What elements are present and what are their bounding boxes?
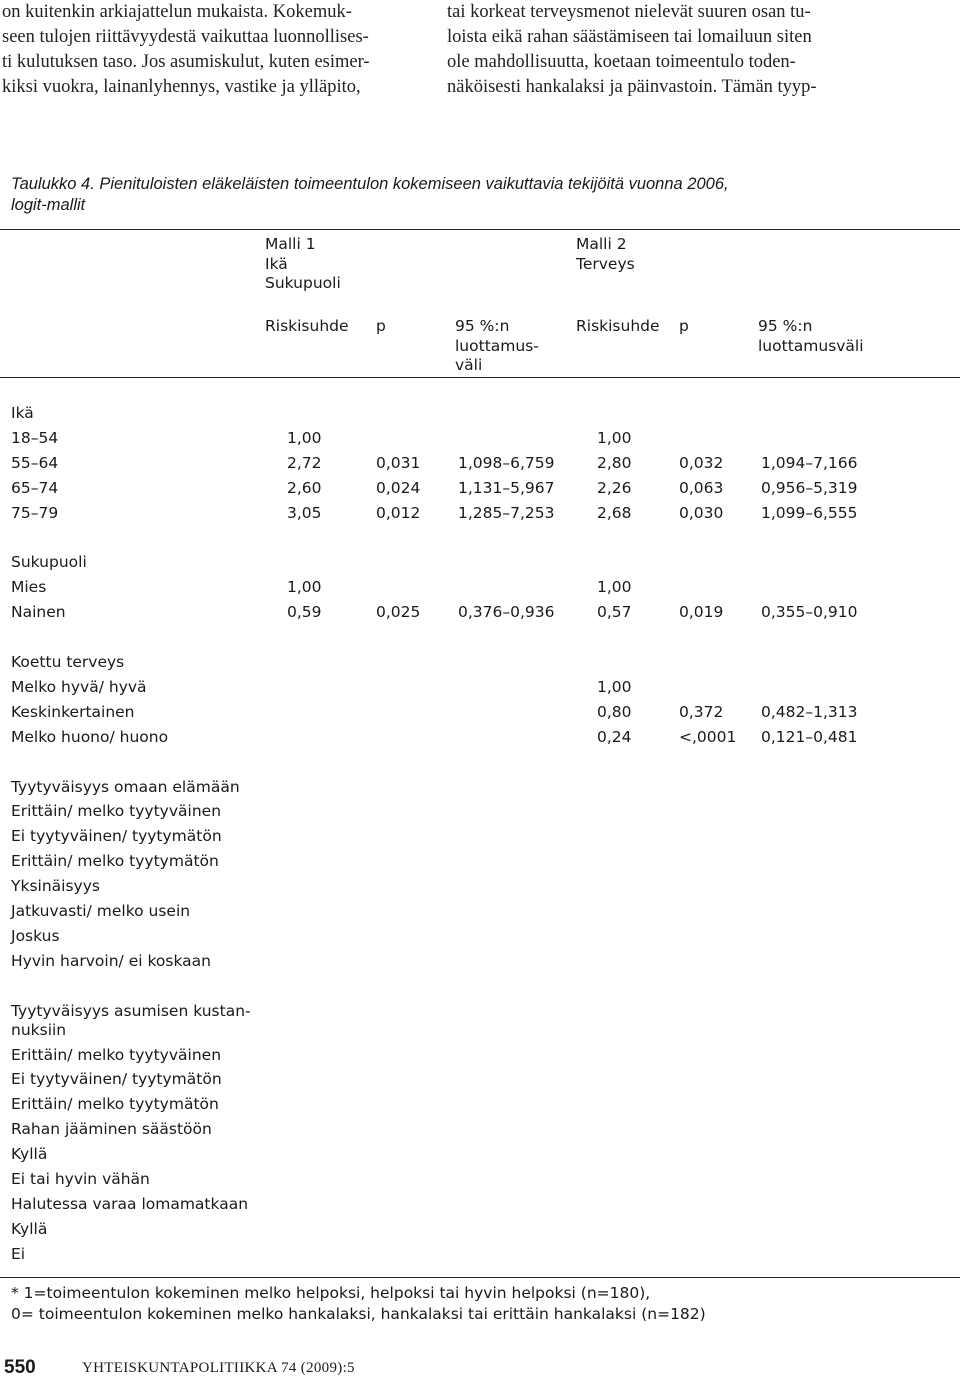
body-text-line: on kuitenkin arkiajattelun mukaista. Kokemuk- (2, 2, 352, 22)
row-label: Ei (11, 1244, 26, 1263)
body-text-line: kiksi vuokra, lainanlyhennys, vastike ja ylläpito, (2, 77, 361, 97)
cell-p-1: 0,025 (376, 603, 421, 622)
row-label: 18–54 (11, 428, 59, 447)
row-label: 55–64 (11, 453, 59, 472)
row-label: Tyytyväisyys omaan elämään (11, 777, 240, 796)
cell-ci-2: 0,121–0,481 (761, 727, 858, 746)
table-top-rule (0, 229, 960, 230)
cell-p-2: 0,063 (679, 478, 724, 497)
cell-p-1: 0,031 (376, 453, 421, 472)
model2-variable: Terveys (576, 254, 635, 273)
cell-riskisuhde-2: 2,80 (597, 453, 632, 472)
row-label: Halutessa varaa lomamatkaan (11, 1194, 249, 1213)
footnote-line: * 1=toimeentulon kokeminen melko helpoksi, helpoksi tai hyvin helpoksi (n=180), (11, 1284, 651, 1302)
header-ci-line: 95 %:n (455, 317, 510, 335)
row-label: 75–79 (11, 503, 59, 522)
cell-riskisuhde-1: 2,60 (287, 478, 322, 497)
cell-riskisuhde-2: 0,24 (597, 727, 632, 746)
row-label: Keskinkertainen (11, 702, 135, 721)
model2-title: Malli 2 (576, 235, 627, 253)
table-footnote (11, 1283, 706, 1325)
table-caption-line: logit-mallit (11, 196, 86, 214)
cell-riskisuhde-1: 2,72 (287, 453, 322, 472)
cell-riskisuhde-2: 1,00 (597, 428, 632, 447)
footnote-line: 0= toimeentulon kokeminen melko hankalaksi, hankalaksi tai erittäin hankalaksi (n=182) (11, 1305, 706, 1323)
header-p-2: p (679, 317, 689, 335)
row-label: Ikä (11, 404, 34, 422)
cell-riskisuhde-1: 1,00 (287, 578, 322, 597)
model1-variable: Sukupuoli (265, 274, 341, 292)
cell-riskisuhde-2: 2,26 (597, 478, 632, 497)
cell-riskisuhde-2: 2,68 (597, 503, 632, 522)
body-text-line: tai korkeat terveysmenot nielevät suuren osan tu- (447, 2, 811, 22)
row-label: Erittäin/ melko tyytyväinen (11, 1045, 222, 1064)
row-label: Koettu terveys (11, 653, 125, 671)
header-ci-line: väli (455, 356, 483, 374)
body-text-line: loista eikä rahan säästämiseen tai lomailuun siten (447, 27, 812, 47)
row-label: Mies (11, 578, 47, 597)
row-label: Jatkuvasti/ melko usein (11, 902, 191, 920)
table-caption-line: Taulukko 4. Pienituloisten eläkeläisten toimeentulon kokemiseen vaikuttavia tekijöitä vuonna 2006, (11, 175, 729, 193)
cell-riskisuhde-2: 0,80 (597, 702, 632, 721)
journal-name: YHTEISKUNTAPOLITIIKKA 74 (2009):5 (82, 1360, 355, 1376)
cell-riskisuhde-2: 0,57 (597, 603, 632, 622)
cell-p-2: 0,030 (679, 503, 724, 522)
cell-p-2: 0,019 (679, 603, 724, 622)
table-caption (11, 174, 951, 216)
cell-riskisuhde-2: 1,00 (597, 677, 632, 696)
body-text-line: ole mahdollisuutta, koetaan toimeentulo toden- (447, 52, 796, 72)
cell-riskisuhde-1: 0,59 (287, 603, 322, 622)
cell-p-1: 0,024 (376, 478, 421, 497)
cell-riskisuhde-1: 3,05 (287, 503, 322, 522)
body-text-line: seen tulojen riittävyydestä vaikuttaa luonnollises- (2, 27, 369, 47)
cell-ci-2: 0,956–5,319 (761, 478, 858, 497)
model1-variable: Ikä (265, 254, 288, 273)
row-label: Kyllä (11, 1145, 48, 1164)
row-label: Joskus (11, 926, 60, 945)
page-number: 550 (4, 1357, 36, 1378)
model1-title: Malli 1 (265, 235, 316, 253)
header-ci-line: luottamus- (455, 336, 539, 355)
body-text-left-column (2, 0, 402, 100)
row-label: Nainen (11, 603, 66, 622)
cell-riskisuhde-1: 1,00 (287, 428, 322, 447)
header-ci-line: luottamusväli (758, 336, 864, 355)
row-label: Yksinäisyys (11, 877, 100, 896)
cell-p-2: <,0001 (679, 727, 737, 746)
cell-p-2: 0,032 (679, 453, 724, 472)
row-label: Erittäin/ melko tyytymätön (11, 852, 219, 871)
table-bottom-rule (0, 1277, 960, 1278)
model1-heading (265, 235, 341, 294)
cell-ci-2: 0,355–0,910 (761, 603, 858, 622)
row-label: 65–74 (11, 478, 59, 497)
row-label: Erittäin/ melko tyytyväinen (11, 802, 222, 821)
header-ci-line: 95 %:n (758, 317, 813, 335)
row-label: Rahan jääminen säästöön (11, 1120, 212, 1139)
row-label: Erittäin/ melko tyytymätön (11, 1095, 219, 1114)
cell-ci-1: 1,131–5,967 (458, 478, 555, 497)
row-label: Ei tyytyväinen/ tyytymätön (11, 1070, 222, 1089)
header-riskisuhde-2: Riskisuhde (576, 317, 660, 335)
cell-p-2: 0,372 (679, 702, 724, 721)
cell-riskisuhde-2: 1,00 (597, 578, 632, 597)
header-p-1: p (376, 317, 386, 335)
row-label: Melko hyvä/ hyvä (11, 677, 147, 696)
table-header-rule (0, 377, 960, 378)
row-label: Melko huono/ huono (11, 727, 169, 746)
cell-ci-1: 1,285–7,253 (458, 503, 555, 522)
row-label: Hyvin harvoin/ ei koskaan (11, 951, 211, 970)
body-text-right-column (447, 0, 857, 100)
body-text-line: ti kulutuksen taso. Jos asumiskulut, kuten esimer- (2, 52, 370, 72)
cell-ci-2: 0,482–1,313 (761, 702, 858, 721)
model2-heading (576, 235, 635, 274)
row-label: Kyllä (11, 1219, 48, 1238)
body-text-line: näköisesti hankalaksi ja päinvastoin. Tämän tyyp- (447, 77, 817, 97)
row-label: Ei tai hyvin vähän (11, 1170, 150, 1188)
cell-ci-2: 1,099–6,555 (761, 503, 858, 522)
row-label: Tyytyväisyys asumisen kustan- (11, 1001, 251, 1020)
row-label-continuation: nuksiin (11, 1020, 67, 1039)
header-riskisuhde-1: Riskisuhde (265, 317, 349, 335)
header-ci-1 (455, 317, 539, 376)
row-label: Ei tyytyväinen/ tyytymätön (11, 827, 222, 846)
cell-ci-1: 0,376–0,936 (458, 603, 555, 622)
row-label: Sukupuoli (11, 553, 87, 572)
header-ci-2 (758, 317, 864, 356)
cell-ci-1: 1,098–6,759 (458, 453, 555, 472)
cell-p-1: 0,012 (376, 503, 421, 522)
cell-ci-2: 1,094–7,166 (761, 453, 858, 472)
